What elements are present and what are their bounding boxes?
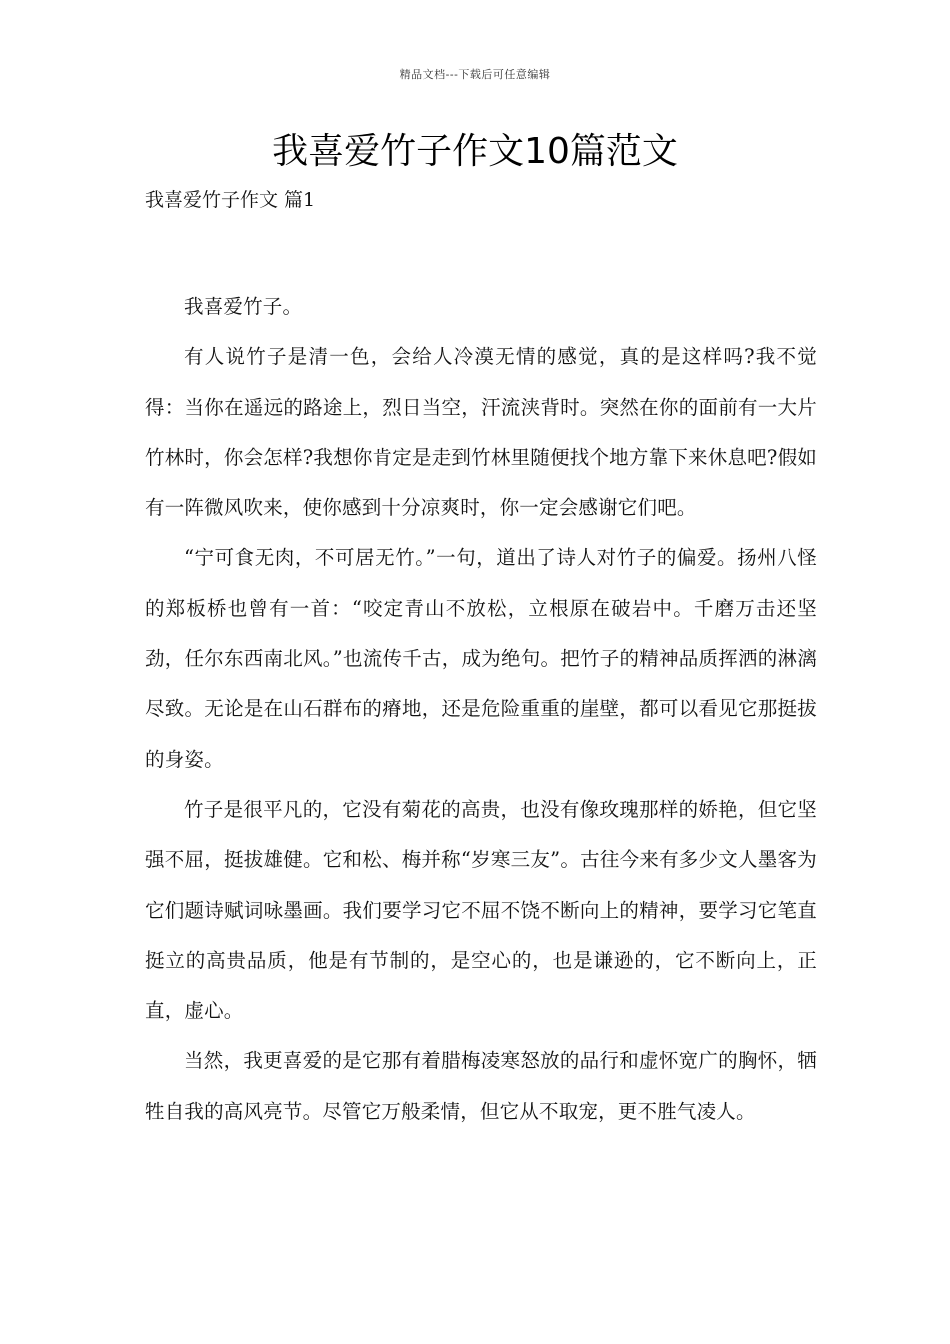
article-body [145,282,817,1137]
paragraph: 当然，我更喜爱的是它那有着腊梅凌寒怒放的品行和虚怀宽广的胸怀，牺牲自我的高风亮节。尽管它万般柔情，但它从不取宠，更不胜气凌人。 [145,1049,817,1123]
document-title: 我喜爱竹子作文10篇范文 [272,131,678,172]
paragraph: “宁可食无肉，不可居无竹。”一句，道出了诗人对竹子的偏爱。扬州八怪的郑板桥也曾有一首：“咬定青山不放松，立根原在破岩中。千磨万击还坚劲，任尔东西南北风。”也流传千古，成为绝句。把竹子的精神品质挥洒的淋漓尽致。无论是在山石群布的瘠地，还是危险重重的崖壁，都可以看见它那挺拔的身姿。 [145,546,817,771]
paragraph: 竹子是很平凡的，它没有菊花的高贵，也没有像玫瑰那样的娇艳，但它坚强不屈，挺拔雄健。它和松、梅并称“岁寒三友”。古往今来有多少文人墨客为它们题诗赋词咏墨画。我们要学习它不屈不饶不断向上的精神，要学习它笔直挺立的高贵品质，他是有节制的，是空心的，也是谦逊的，它不断向上，正直，虚心。 [145,797,817,1023]
section-title: 我喜爱竹子作文 篇1 [145,189,316,211]
header-note: 精品文档---下载后可任意编辑 [399,68,551,81]
paragraph: 我喜爱竹子。 [184,295,303,318]
paragraph: 有人说竹子是清一色，会给人冷漠无情的感觉，真的是这样吗?我不觉得：当你在遥远的路途上，烈日当空，汗流浃背时。突然在你的面前有一大片竹林时，你会怎样?我想你肯定是走到竹林里随便找个地方靠下来休息吧?假如有一阵微风吹来，使你感到十分凉爽时，你一定会感谢它们吧。 [145,345,817,520]
